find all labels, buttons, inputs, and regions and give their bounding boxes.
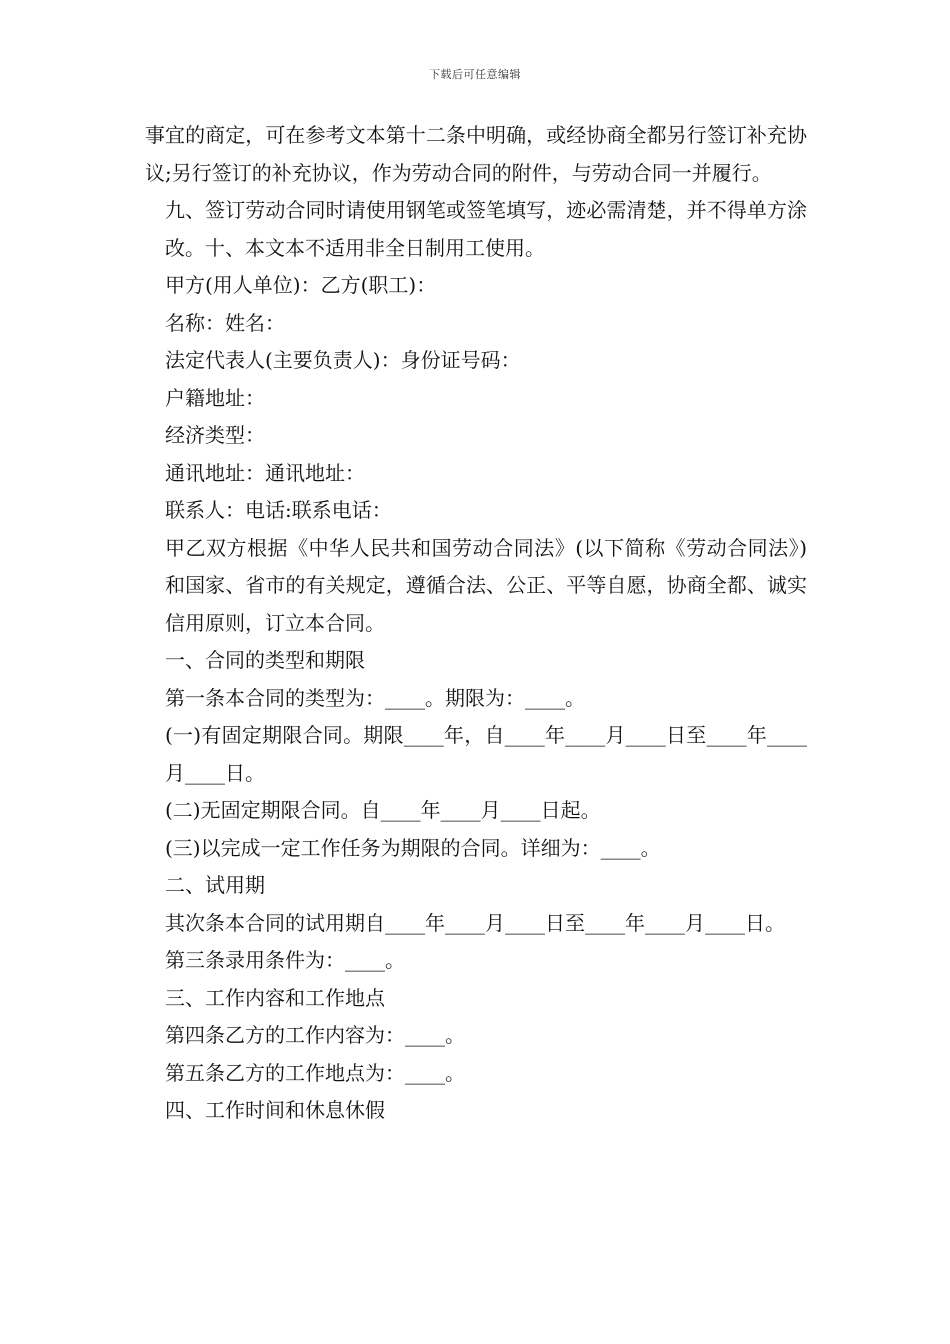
section-heading: 三、工作内容和工作地点 bbox=[165, 985, 385, 1010]
clause: 第三条录用条件为：____。 bbox=[165, 948, 405, 972]
party-line: 甲方(用人单位)：乙方(职工)： bbox=[165, 273, 437, 297]
section-heading: 一、合同的类型和期限 bbox=[165, 648, 365, 672]
clause: 第一条本合同的类型为：____。期限为：____。 bbox=[165, 685, 585, 710]
field-line: 户籍地址： bbox=[165, 385, 265, 410]
field-line: 法定代表人(主要负责人)：身份证号码： bbox=[165, 348, 521, 372]
section-heading: 四、工作时间和休息休假 bbox=[165, 1098, 385, 1122]
section-heading: 二、试用期 bbox=[165, 873, 265, 897]
clause: 第五条乙方的工作地点为：____。 bbox=[165, 1060, 465, 1085]
clause: (一)有固定期限合同。期限____年，自____年____月____日至____年____月____日。 bbox=[165, 723, 807, 785]
clause: (二)无固定期限合同。自____年____月____日起。 bbox=[165, 798, 601, 822]
document-body bbox=[145, 117, 807, 1130]
paragraph: 甲乙双方根据《中华人民共和国劳动合同法》(以下简称《劳动合同法》)和国家、省市的有关规定，遵循合法、公正、平等自愿，协商全都、诚实信用原则，订立本合同。 bbox=[165, 535, 807, 635]
field-line: 经济类型： bbox=[165, 423, 265, 447]
field-line: 名称：姓名： bbox=[165, 310, 285, 335]
field-line: 联系人：电话:联系电话： bbox=[165, 498, 392, 522]
clause: (三)以完成一定工作任务为期限的合同。详细为：____。 bbox=[165, 835, 661, 860]
page-header: 下载后可任意编辑 bbox=[429, 68, 521, 81]
clause: 第四条乙方的工作内容为：____。 bbox=[165, 1023, 465, 1047]
paragraph: 事宜的商定，可在参考文本第十二条中明确，或经协商全都另行签订补充协议;另行签订的补充协议，作为劳动合同的附件，与劳动合同一并履行。 bbox=[145, 123, 807, 185]
clause: 其次条本合同的试用期自____年____月____日至____年____月____日。 bbox=[165, 910, 785, 935]
field-line: 通讯地址：通讯地址： bbox=[165, 460, 365, 485]
paragraph: 九、签订劳动合同时请使用钢笔或签笔填写，迹必需清楚，并不得单方涂改。十、本文本不适用非全日制用工使用。 bbox=[165, 198, 807, 260]
